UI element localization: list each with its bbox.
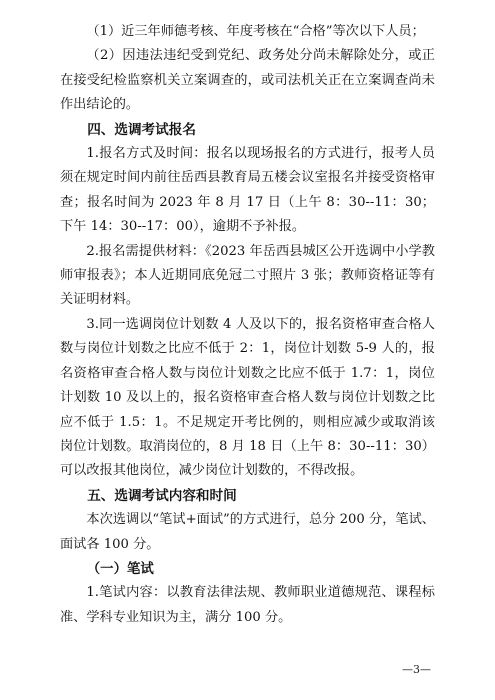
subheading-written-exam: （一）笔试 xyxy=(86,560,154,577)
registration-method-paragraph: 1.报名方式及时间：报名以现场报名的方式进行，报考人员须在规定时间内前往岳西县教育局五楼会议室报名并接受资格审查；报名时间为 2023 年 8 月 17 日（上午 8：30--11：30；下午 14：30--17：00），逾期不予补报。 xyxy=(60,146,435,235)
paragraph-item-1: （1）近三年师德考核、年度考核在“合格”等次以下人员； xyxy=(86,24,425,39)
registration-materials-paragraph: 2.报名需提供材料：《2023 年岳西县城区公开选调中小学教师审报表》；本人近期同底免冠二寸照片 3 张；教师资格证等有关证明材料。 xyxy=(60,243,435,308)
section-heading-registration: 四、选调考试报名 xyxy=(87,121,196,138)
registration-ratio-paragraph: 3.同一选调岗位计划数 4 人及以下的，报名资格审查合格人数与岗位计划数之比应不低于 2：1，岗位计划数 5-9 人的，报名资格审查合格人数与岗位计划数之比应不低于 1.7：1，岗位计划数 10 及以上的，报名资格审查合格人数与岗位计划数之比应不低于 1.5：1。不足规定开考比例的，则相应减少或取消该岗位计划数。取消岗位的，8 月 18 日（上午 8：30--11：30）可以改报其他岗位，减少岗位计划数的，不得改报。 xyxy=(60,316,435,479)
exam-intro-paragraph: 本次选调以“笔试+面试”的方式进行，总分 200 分，笔试、面试各 100 分。 xyxy=(60,512,435,552)
section-heading-exam-content: 五、选调考试内容和时间 xyxy=(87,487,237,504)
paragraph-item-2: （2）因违法违纪受到党纪、政务处分尚未解除处分，或正在接受纪检监察机关立案调查的，或司法机关正在立案调查尚未作出结论的。 xyxy=(60,48,435,113)
written-exam-content-paragraph: 1.笔试内容：以教育法律法规、教师职业道德规范、课程标准、学科专业知识为主，满分 100 分。 xyxy=(60,585,435,625)
page-number: —3— xyxy=(402,663,431,676)
